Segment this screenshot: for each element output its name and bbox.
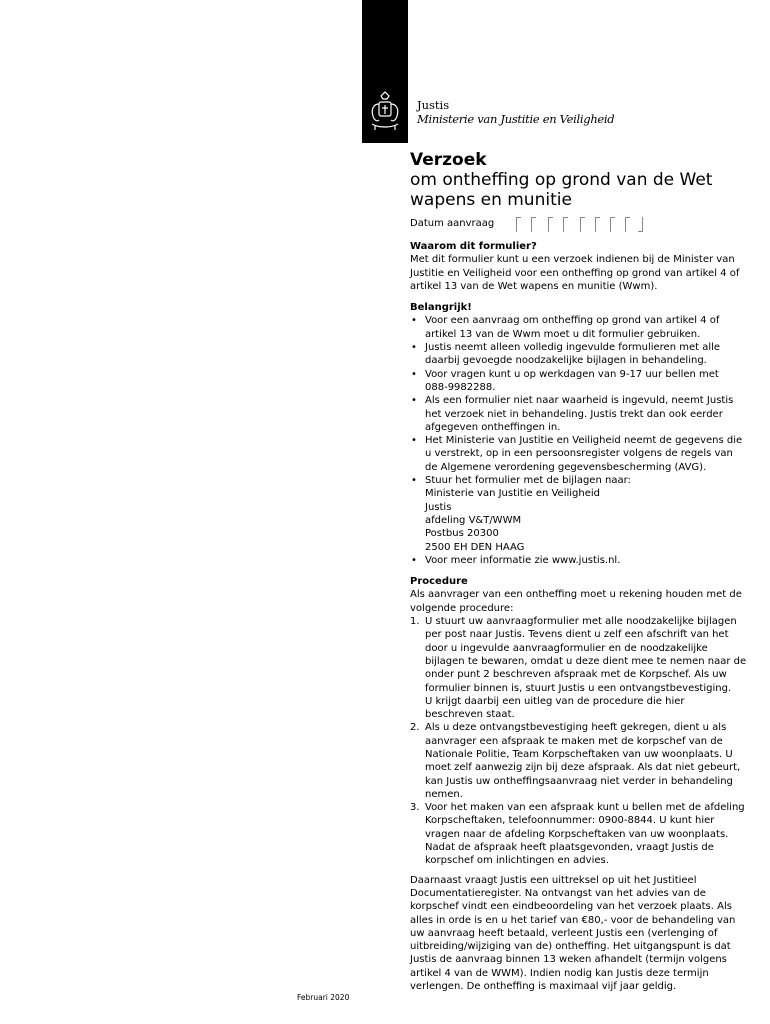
date-day-digit-1[interactable]	[516, 217, 527, 231]
procedure-closing: Daarnaast vraagt Justis een uittreksel op uit het Justitieel Documentatieregister. Na ontvangst van het advies van de korpschef vindt een eindbeoordeling van het verzoek plaats. Als alles in orde is en u het tarief van €80,- voor de behandeling van uw aanvraag heeft betaald, verleent Justis een (verlenging of uitbreiding/wijziging van de) ontheffing. Het uitgangspunt is dat Justis de aanvraag binnen 13 weken afhandelt (termijn volgens artikel 4 van de WWM). Indien nodig kan Justis deze termijn verlengen. De ontheffing is maximaal vijf jaar geldig.	[410, 874, 736, 993]
org-name: Justis	[417, 98, 450, 112]
list-item: • Als een formulier niet naar waarheid is ingevuld, neemt Justis het verzoek niet in behandeling. Justis trekt dan ook eerder afgegeven ontheffingen in.	[410, 394, 762, 434]
date-day-digit-2[interactable]	[531, 217, 542, 231]
procedure-step: 1. U stuurt uw aanvraagformulier met alle noodzakelijke bijlagen per post naar Justis. Tevens dient u zelf een afschrift van het door u ingevulde aanvraagformulier en de noodzakelijke bijlagen te bewaren, omdat u deze dient mee te nemen naar de onder punt 2 beschreven afspraak met de Korpschef. Als uw formulier binnen is, stuurt Justis u een ontvangstbevestiging. U krijgt daarbij een uitleg van de procedure die hier beschreven staat.	[410, 616, 747, 721]
section-procedure-heading: Procedure	[410, 576, 468, 588]
section-why-text: Met dit formulier kunt u een verzoek indienen bij de Minister van Justitie en Veiligheid voor een ontheffing op grond van artikel 4 of artikel 13 van de Wet wapens en munitie (Wwm).	[410, 254, 740, 292]
list-item-address: • Stuur het formulier met de bijlagen naar: Ministerie van Justitie en Veiligheid Justis afdeling V&T/WWM Postbus 20300 2500 EH DEN HAAG	[410, 474, 762, 554]
date-month-digit-1[interactable]	[548, 217, 559, 231]
logo-bar	[362, 0, 408, 143]
procedure-step: 3. Voor het maken van een afspraak kunt u bellen met de afdeling Korpscheftaken, telefoonnummer: 0900-8844. U kunt hier vragen naar de afdeling Korpscheftaken van uw woonplaats. Nadat de afspraak heeft plaatsgevonden, vraagt Justis de korpschef om inlichtingen en advies.	[410, 802, 745, 867]
date-input-boxes[interactable]	[516, 217, 643, 232]
ministry-name: Ministerie van Justitie en Veiligheid	[417, 112, 615, 126]
procedure-intro: Als aanvrager van een ontheffing moet u rekening houden met de volgende procedure:	[410, 589, 742, 614]
date-label: Datum aanvraag	[410, 218, 495, 230]
page-subtitle-line-2: wapens en munitie	[410, 190, 572, 210]
page-title: Verzoek	[410, 150, 487, 170]
date-box-end	[638, 217, 643, 232]
important-list	[410, 314, 762, 567]
date-year-digit-2[interactable]	[595, 217, 606, 231]
footer-date: Februari 2020	[297, 993, 350, 1002]
organization-header	[417, 98, 614, 126]
date-year-digit-4[interactable]	[625, 217, 636, 231]
document-body	[410, 150, 762, 993]
procedure-step: 2. Als u deze ontvangstbevestiging heeft gekregen, dient u als aanvrager een afspraak te maken met de korpschef van de Nationale Politie, Team Korpscheftaken van uw woonplaats. U moet zelf aanwezig zijn bij deze afspraak. Als dat niet gebeurt, kan Justis uw ontheffingsaanvraag niet verder in behandeling nemen.	[410, 722, 741, 800]
section-important-heading: Belangrijk!	[410, 302, 472, 314]
coat-of-arms-icon	[367, 90, 403, 132]
date-year-digit-1[interactable]	[580, 217, 591, 231]
section-why-heading: Waarom dit formulier?	[410, 241, 537, 252]
list-item: • Voor meer informatie zie www.justis.nl.	[410, 554, 762, 567]
list-item: • Voor vragen kunt u op werkdagen van 9-17 uur bellen met 088-9982288.	[410, 368, 762, 395]
list-item: • Justis neemt alleen volledig ingevulde formulieren met alle daarbij gevoegde noodzakelijke bijlagen in behandeling.	[410, 341, 762, 368]
date-month-digit-2[interactable]	[563, 217, 574, 231]
procedure-steps	[410, 615, 762, 868]
date-year-digit-3[interactable]	[610, 217, 621, 231]
list-item: • Het Ministerie van Justitie en Veiligheid neemt de gegevens die u verstrekt, op in een persoonsregister volgens de regels van de Algemene verordening gegevensbescherming (AVG).	[410, 434, 762, 474]
page-subtitle-line-1: om ontheffing op grond van de Wet	[410, 170, 713, 190]
list-item: • Voor een aanvraag om ontheffing op grond van artikel 4 of artikel 13 van de Wwm moet u dit formulier gebruiken.	[410, 314, 762, 341]
date-request-row	[410, 216, 762, 232]
